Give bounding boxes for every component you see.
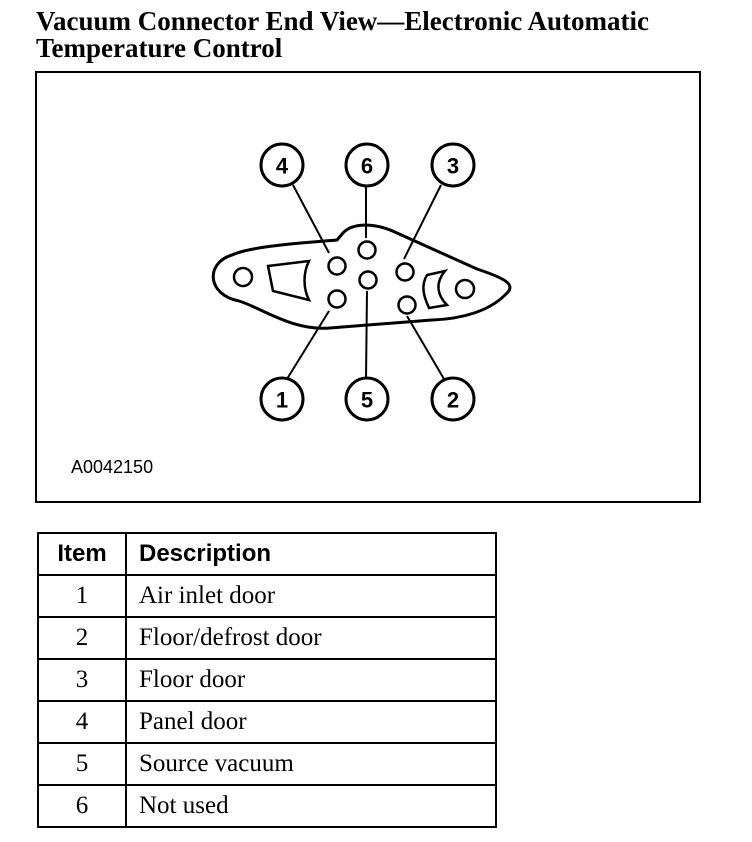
row-item: 2 bbox=[38, 617, 126, 659]
callout-5: 5 bbox=[360, 387, 374, 413]
header-description: Description bbox=[126, 533, 496, 575]
table-header-row bbox=[38, 533, 496, 575]
callout-1: 1 bbox=[275, 387, 289, 413]
port-5 bbox=[360, 272, 377, 289]
figure-id: A0042150 bbox=[71, 457, 154, 477]
callout-6: 6 bbox=[360, 153, 374, 179]
table-row bbox=[38, 785, 496, 827]
row-item: 4 bbox=[38, 701, 126, 743]
row-item: 6 bbox=[38, 785, 126, 827]
row-description: Floor/defrost door bbox=[126, 617, 496, 659]
legend-table bbox=[37, 532, 497, 828]
leader-3 bbox=[404, 185, 441, 259]
row-item: 3 bbox=[38, 659, 126, 701]
row-item: 5 bbox=[38, 743, 126, 785]
mounting-hole-right bbox=[456, 280, 474, 298]
recess-right bbox=[423, 271, 447, 308]
row-item: 1 bbox=[38, 575, 126, 617]
leader-2 bbox=[407, 316, 444, 379]
port-4 bbox=[329, 258, 346, 275]
table-row bbox=[38, 659, 496, 701]
row-description: Not used bbox=[126, 785, 496, 827]
recess-left bbox=[268, 261, 309, 300]
connector-diagram bbox=[37, 73, 699, 501]
connector-figure bbox=[35, 71, 701, 503]
port-3 bbox=[397, 264, 414, 281]
page-title: Vacuum Connector End View—Electronic Automatic Temperature Control bbox=[36, 6, 649, 63]
port-1 bbox=[329, 291, 346, 308]
callout-4: 4 bbox=[275, 153, 289, 179]
row-description: Source vacuum bbox=[126, 743, 496, 785]
callout-2: 2 bbox=[446, 387, 460, 413]
row-description: Air inlet door bbox=[126, 575, 496, 617]
port-6 bbox=[359, 242, 376, 259]
row-description: Panel door bbox=[126, 701, 496, 743]
leader-5 bbox=[366, 291, 367, 379]
leader-1 bbox=[287, 311, 329, 379]
table-row bbox=[38, 743, 496, 785]
callout-3: 3 bbox=[446, 153, 460, 179]
port-2 bbox=[399, 297, 416, 314]
table-row bbox=[38, 617, 496, 659]
table-row bbox=[38, 575, 496, 617]
header-item: Item bbox=[38, 533, 126, 575]
row-description: Floor door bbox=[126, 659, 496, 701]
mounting-hole-left bbox=[234, 268, 252, 286]
ports bbox=[329, 242, 416, 314]
table-row bbox=[38, 701, 496, 743]
